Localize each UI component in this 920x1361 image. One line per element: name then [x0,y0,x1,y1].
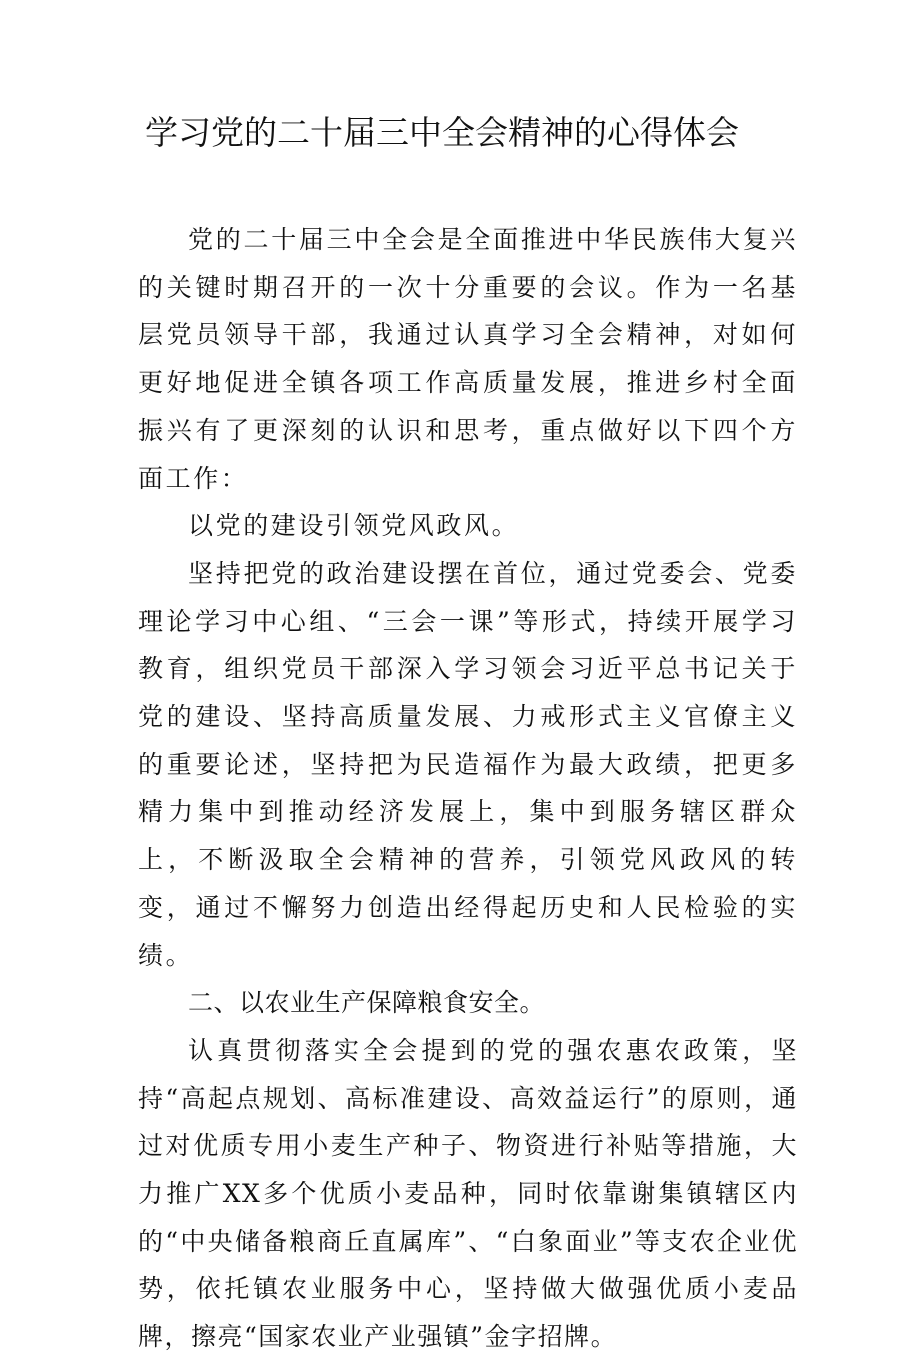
section-heading-party-building: 以党的建设引领党风政风。 [188,511,520,541]
paragraph-food-security: 认真贯彻落实全会提到的党的强农惠农政策，坚持“高起点规划、高标准建设、高效益运行”的原则，通过对优质专用小麦生产种子、物资进行补贴等措施，大力推广XX多个优质小麦品种，同时依靠谢集镇辖区内的“中央储备粮商丘直属库”、“白象面业”等支农企业优势，依托镇农业服务中心，坚持做大做强优质小麦品牌，擦亮“国家农业产业强镇”金字招牌。 [138,1035,798,1352]
document-title: 学习党的二十届三中全会精神的心得体会 [145,113,739,152]
paragraph-party-building: 坚持把党的政治建设摆在首位，通过党委会、党委理论学习中心组、“三会一课”等形式，持续开展学习教育，组织党员干部深入学习领会习近平总书记关于党的建设、坚持高质量发展、力戒形式主义官僚主义的重要论述，坚持把为民造福作为最大政绩，把更多精力集中到推动经济发展上，集中到服务辖区群众上，不断汲取全会精神的营养，引领党风政风的转变，通过不懈努力创造出经得起历史和人民检验的实绩。 [138,558,798,970]
document-body [138,216,798,1361]
section-heading-food-security: 二、以农业生产保障粮食安全。 [188,988,546,1018]
paragraph-intro: 党的二十届三中全会是全面推进中华民族伟大复兴的关键时期召开的一次十分重要的会议。作为一名基层党员领导干部，我通过认真学习全会精神，对如何更好地促进全镇各项工作高质量发展，推进乡村全面振兴有了更深刻的认识和思考，重点做好以下四个方面工作： [138,225,798,493]
